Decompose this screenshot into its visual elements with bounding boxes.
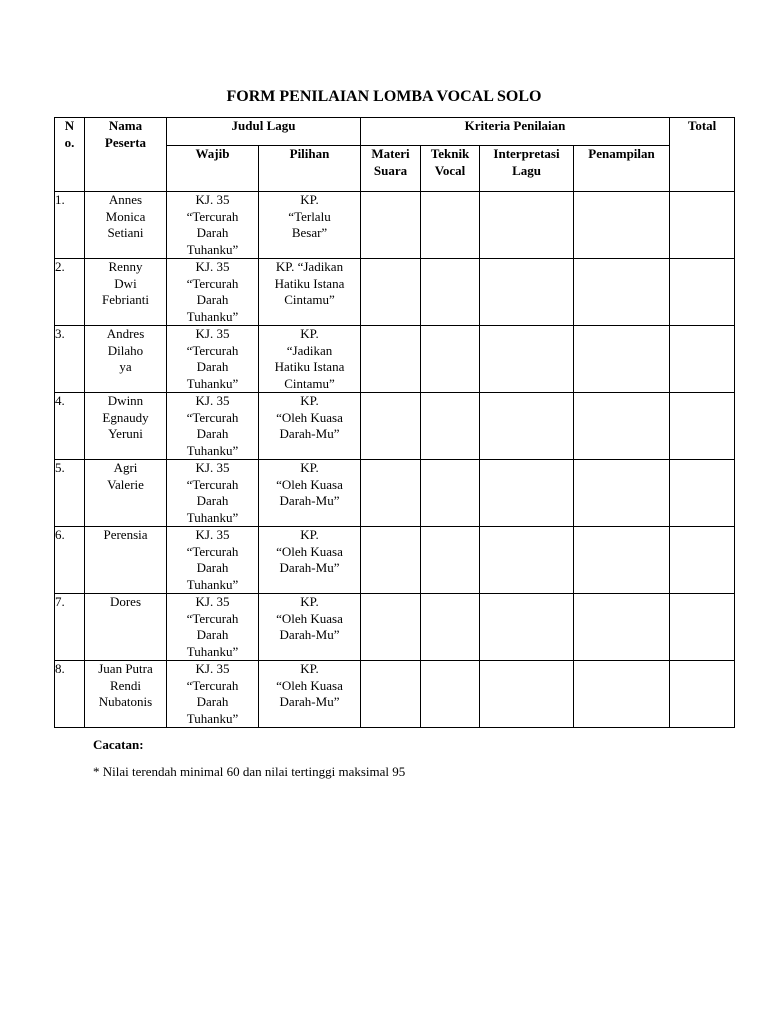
song-pilihan [259,527,361,594]
score-interpretasi-lagu[interactable] [480,527,574,594]
score-teknik-vocal[interactable] [421,527,480,594]
song-wajib-line: Tuhanku” [186,576,239,592]
header-pilihan: Pilihan [259,146,361,192]
notes-label: Cacatan: [93,737,144,752]
song-pilihan-line: KP. [300,460,319,475]
song-pilihan-line: Cintamu” [284,375,335,391]
song-wajib [167,192,259,259]
song-wajib-line: KJ. 35 [195,460,230,475]
participant-name-line: Monica [105,208,146,224]
song-pilihan [259,393,361,460]
table-row [55,393,735,460]
song-pilihan-line: KP. [300,527,319,542]
song-wajib [167,594,259,661]
score-penampilan[interactable] [574,661,670,728]
song-pilihan-line: Besar” [291,225,328,240]
song-wajib-line: KJ. 35 [195,326,230,341]
participant-name-line: Agri [113,460,138,475]
score-teknik-vocal[interactable] [421,661,480,728]
song-wajib-line: Darah [196,694,229,709]
score-interpretasi-lagu[interactable] [480,661,574,728]
row-number: 6. [55,527,85,594]
table-row [55,527,735,594]
header-no-line: N [64,118,75,133]
song-pilihan-line: “Oleh Kuasa [276,543,343,559]
header-teknik-line: Teknik [430,146,470,161]
song-pilihan-line: Darah-Mu” [279,426,340,441]
participant-name-line: Febrianti [102,292,149,307]
notes-section [93,737,405,780]
score-interpretasi-lagu[interactable] [480,259,574,326]
song-wajib-line: Tuhanku” [186,442,239,458]
row-number: 7. [55,594,85,661]
score-teknik-vocal[interactable] [421,393,480,460]
song-wajib-line: Tuhanku” [186,643,239,659]
participant-name-line: ya [119,359,132,374]
song-pilihan-line: KP. [300,661,319,676]
score-materi-suara[interactable] [361,192,421,259]
participant-name-line: Yeruni [108,426,143,441]
table-row [55,326,735,393]
song-wajib-line: Tuhanku” [186,308,239,324]
participant-name-line: Annes [108,192,143,207]
song-wajib-line: Tuhanku” [186,509,239,525]
song-pilihan-line: KP. [300,594,319,609]
header-judul-lagu: Judul Lagu [167,118,361,146]
participant-name-line: Perensia [103,527,148,542]
score-interpretasi-lagu[interactable] [480,594,574,661]
score-teknik-vocal[interactable] [421,192,480,259]
song-pilihan-line: KP. [300,326,319,341]
song-wajib-line: “Tercurah [186,543,239,559]
song-wajib [167,326,259,393]
header-teknik-line: Vocal [434,162,466,178]
song-wajib [167,661,259,728]
song-pilihan-line: “Oleh Kuasa [276,610,343,626]
score-total[interactable] [670,460,735,527]
table-row [55,594,735,661]
score-total[interactable] [670,259,735,326]
table-body [55,192,735,728]
participant-name-line: Rendi [109,677,142,693]
song-pilihan-line: KP. [300,192,319,207]
song-pilihan-line: Hatiku Istana [274,275,345,291]
song-wajib-line: “Tercurah [186,476,239,492]
song-pilihan-line: “Terlalu [288,208,331,224]
row-number: 8. [55,661,85,728]
score-total[interactable] [670,527,735,594]
song-wajib-line: Darah [196,493,229,508]
score-teknik-vocal[interactable] [421,259,480,326]
song-wajib-line: “Tercurah [186,409,239,425]
participant-name-line: Dwi [114,275,137,291]
participant-name [85,192,167,259]
header-no [55,118,85,192]
song-wajib [167,527,259,594]
song-pilihan-line: Darah-Mu” [279,560,340,575]
score-total[interactable] [670,393,735,460]
song-pilihan [259,326,361,393]
assessment-table [54,117,735,728]
score-materi-suara[interactable] [361,594,421,661]
header-interpretasi-lagu [480,146,574,192]
song-pilihan-line: “Oleh Kuasa [276,476,343,492]
participant-name [85,527,167,594]
song-wajib-line: “Tercurah [186,610,239,626]
header-nama-line: Nama [108,118,143,133]
participant-name [85,594,167,661]
score-total[interactable] [670,661,735,728]
score-penampilan[interactable] [574,527,670,594]
participant-name-line: Egnaudy [102,409,149,425]
score-materi-suara[interactable] [361,326,421,393]
song-wajib-line: KJ. 35 [195,661,230,676]
song-pilihan-line: Cintamu” [284,292,335,307]
participant-name-line: Dores [109,594,142,609]
participant-name-line: Dwinn [107,393,144,408]
header-penampilan: Penampilan [574,146,670,192]
song-pilihan-line: Darah-Mu” [279,627,340,642]
score-teknik-vocal[interactable] [421,460,480,527]
header-no-line: o. [64,134,75,150]
page-title: FORM PENILAIAN LOMBA VOCAL SOLO [226,88,542,105]
header-row-top [55,118,735,146]
header-interpretasi-line: Interpretasi [493,146,560,161]
table-row [55,192,735,259]
row-number: 1. [55,192,85,259]
score-total[interactable] [670,594,735,661]
song-wajib-line: KJ. 35 [195,192,230,207]
participant-name [85,393,167,460]
song-wajib-line: Darah [196,426,229,441]
header-materi-line: Suara [373,162,408,178]
song-wajib-line: “Tercurah [186,677,239,693]
song-wajib-line: Darah [196,359,229,374]
table-row [55,661,735,728]
score-interpretasi-lagu[interactable] [480,326,574,393]
table-row [55,460,735,527]
score-penampilan[interactable] [574,326,670,393]
song-wajib [167,259,259,326]
song-wajib-line: Darah [196,627,229,642]
score-penampilan[interactable] [574,192,670,259]
score-materi-suara[interactable] [361,460,421,527]
table-row [55,259,735,326]
score-penampilan[interactable] [574,259,670,326]
song-wajib-line: Tuhanku” [186,710,239,726]
song-pilihan-line: KP. “Jadikan [275,259,344,274]
score-interpretasi-lagu[interactable] [480,393,574,460]
score-penampilan[interactable] [574,393,670,460]
header-interpretasi-line: Lagu [512,162,541,178]
header-nama-line: Peserta [104,134,147,150]
row-number: 4. [55,393,85,460]
score-materi-suara[interactable] [361,527,421,594]
participant-name-line: Juan Putra [98,661,153,676]
song-pilihan-line: Darah-Mu” [279,493,340,508]
header-kriteria-penilaian: Kriteria Penilaian [361,118,670,146]
row-number: 5. [55,460,85,527]
song-wajib-line: KJ. 35 [195,259,230,274]
score-interpretasi-lagu[interactable] [480,192,574,259]
song-wajib-line: KJ. 35 [195,393,230,408]
score-teknik-vocal[interactable] [421,594,480,661]
song-wajib-line: “Tercurah [186,342,239,358]
song-wajib-line: Darah [196,225,229,240]
participant-name-line: Renny [108,259,143,274]
score-penampilan[interactable] [574,594,670,661]
song-pilihan [259,661,361,728]
participant-name [85,259,167,326]
song-pilihan-line: Darah-Mu” [279,694,340,709]
header-materi-suara [361,146,421,192]
song-pilihan [259,259,361,326]
row-number: 2. [55,259,85,326]
song-wajib-line: Darah [196,292,229,307]
header-total: Total [670,118,735,192]
row-number: 3. [55,326,85,393]
song-pilihan [259,594,361,661]
song-wajib-line: KJ. 35 [195,594,230,609]
participant-name-line: Dilaho [107,342,144,358]
participant-name [85,326,167,393]
participant-name [85,661,167,728]
score-interpretasi-lagu[interactable] [480,460,574,527]
header-teknik-vocal [421,146,480,192]
participant-name [85,460,167,527]
header-materi-line: Materi [371,146,410,161]
score-materi-suara[interactable] [361,661,421,728]
song-wajib [167,393,259,460]
song-wajib-line: KJ. 35 [195,527,230,542]
participant-name-line: Setiani [107,225,144,240]
score-materi-suara[interactable] [361,393,421,460]
song-wajib-line: “Tercurah [186,208,239,224]
song-pilihan [259,460,361,527]
header-nama-peserta [85,118,167,192]
header-wajib: Wajib [167,146,259,192]
notes-text: * Nilai terendah minimal 60 dan nilai tertinggi maksimal 95 [93,764,406,779]
score-penampilan[interactable] [574,460,670,527]
song-pilihan-line: “Oleh Kuasa [276,677,343,693]
participant-name-line: Valerie [107,476,144,492]
song-pilihan [259,192,361,259]
score-total[interactable] [670,326,735,393]
song-pilihan-line: “Jadikan [286,342,333,358]
song-pilihan-line: “Oleh Kuasa [276,409,343,425]
song-pilihan-line: KP. [300,393,319,408]
participant-name-line: Nubatonis [98,694,153,709]
song-wajib-line: Tuhanku” [186,375,239,391]
song-wajib-line: “Tercurah [186,275,239,291]
score-materi-suara[interactable] [361,259,421,326]
song-wajib-line: Tuhanku” [186,241,239,257]
participant-name-line: Andres [106,326,145,341]
song-wajib-line: Darah [196,560,229,575]
score-teknik-vocal[interactable] [421,326,480,393]
score-total[interactable] [670,192,735,259]
song-wajib [167,460,259,527]
song-pilihan-line: Hatiku Istana [274,359,345,374]
